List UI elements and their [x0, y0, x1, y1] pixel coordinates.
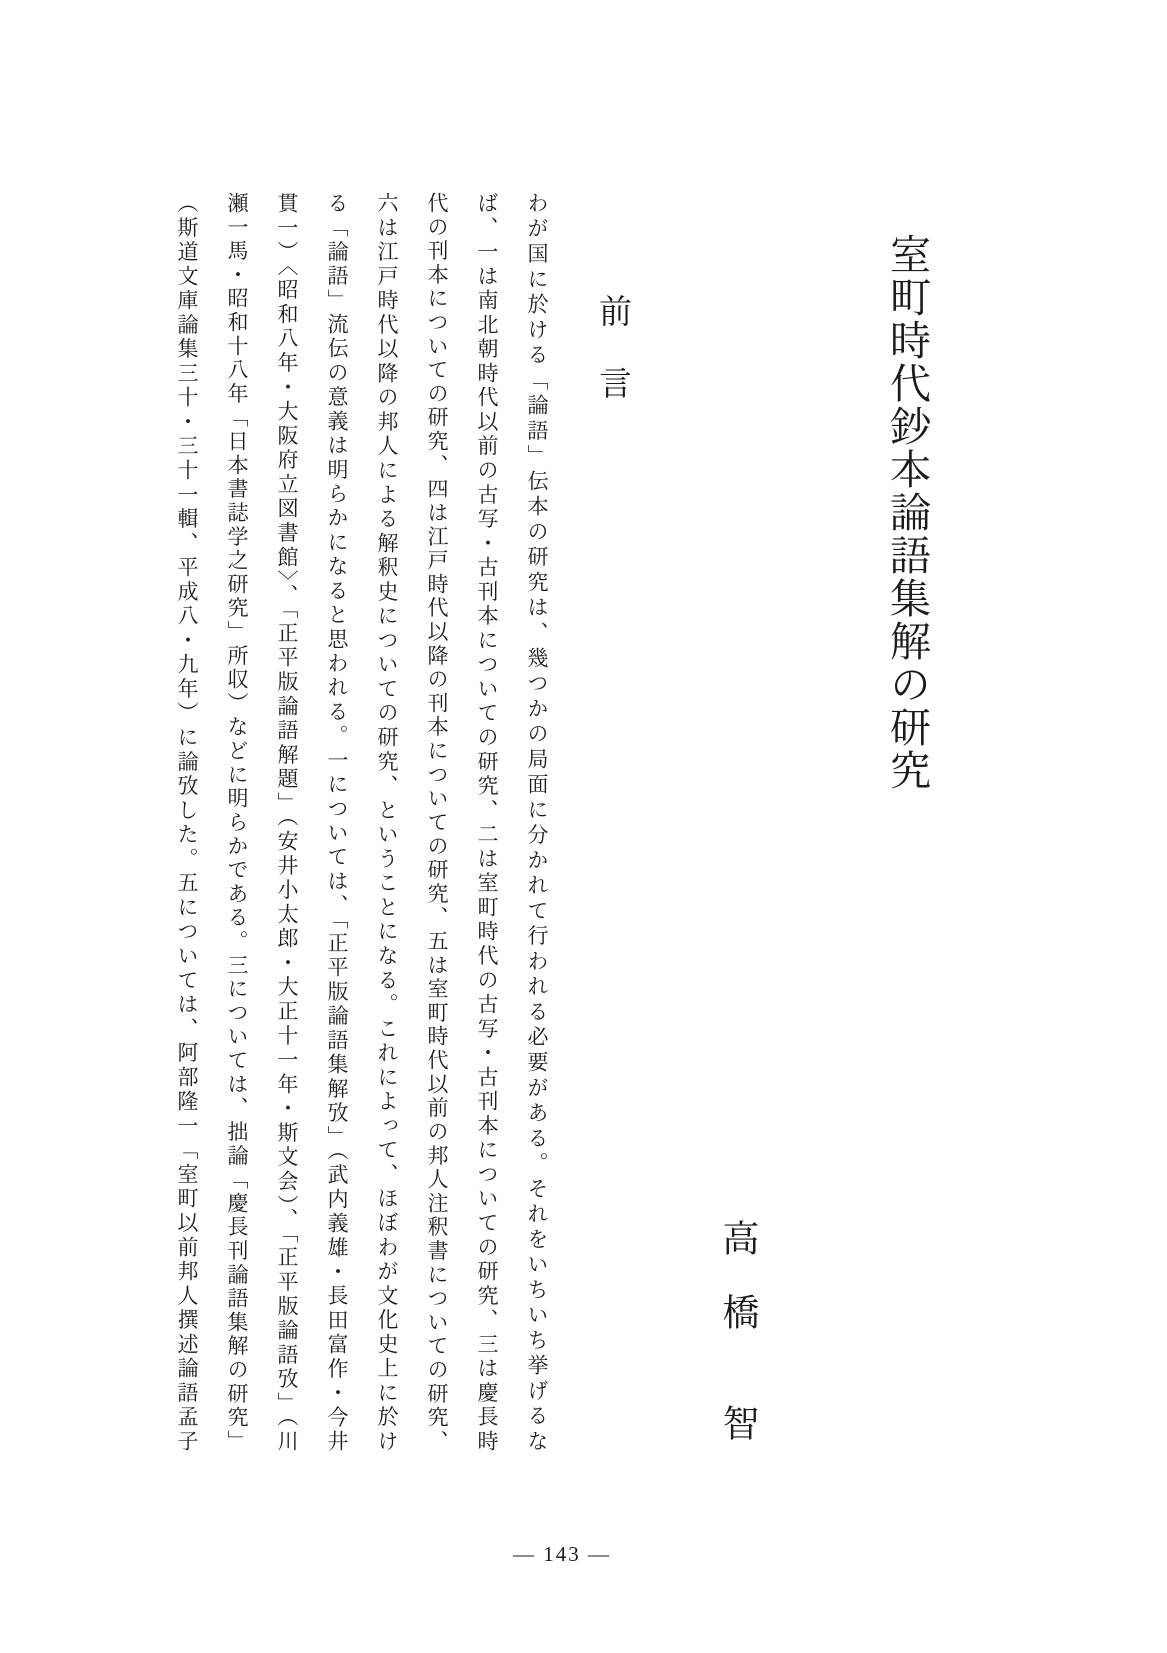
body-column-4: 六は江戸時代以降の邦人による解釈史についての研究、ということになる。これによって、ほぼわが文化史上に於け — [375, 192, 399, 1452]
body-column-5: る「論語」流伝の意義は明らかになると思われる。一については、「正平版論語集解攷」（武内義雄・長田富作・今井 — [325, 192, 349, 1452]
body-text — [162, 192, 562, 1452]
author-name: 高 橋 智 — [716, 1219, 757, 1441]
body-column-7: 瀬一馬・昭和十八年「日本書誌学之研究」所収）などに明らかである。三については、拙論「慶長刊論語集解の研究」 — [225, 192, 249, 1452]
section-heading: 前 言 — [594, 294, 630, 402]
body-column-2: ば、一は南北朝時代以前の古写・古刊本についての研究、二は室町時代の古写・古刊本についての研究、三は慶長時 — [475, 192, 499, 1452]
body-column-8: （斯道文庫論集三十・三十一輯、平成八・九年）に論攷した。五については、阿部隆一「室町以前邦人撰述論語孟子 — [175, 192, 199, 1452]
body-column-3: 代の刊本についての研究、四は江戸時代以降の刊本についての研究、五は室町時代以前の邦人注釈書についての研究、 — [425, 192, 449, 1452]
page-number: — 143 — — [513, 1542, 611, 1566]
article-title: 室町時代鈔本論語集解の研究 — [884, 233, 930, 792]
body-column-6: 貫一）〈昭和八年・大阪府立図書館〉、「正平版論語解題」（安井小太郎・大正十一年・斯文会）、「正平版論語攷」（川 — [275, 192, 299, 1452]
body-column-1: わが国に於ける「論語」伝本の研究は、幾つかの局面に分かれて行われる必要がある。それをいちいち挙げるな — [525, 192, 549, 1452]
